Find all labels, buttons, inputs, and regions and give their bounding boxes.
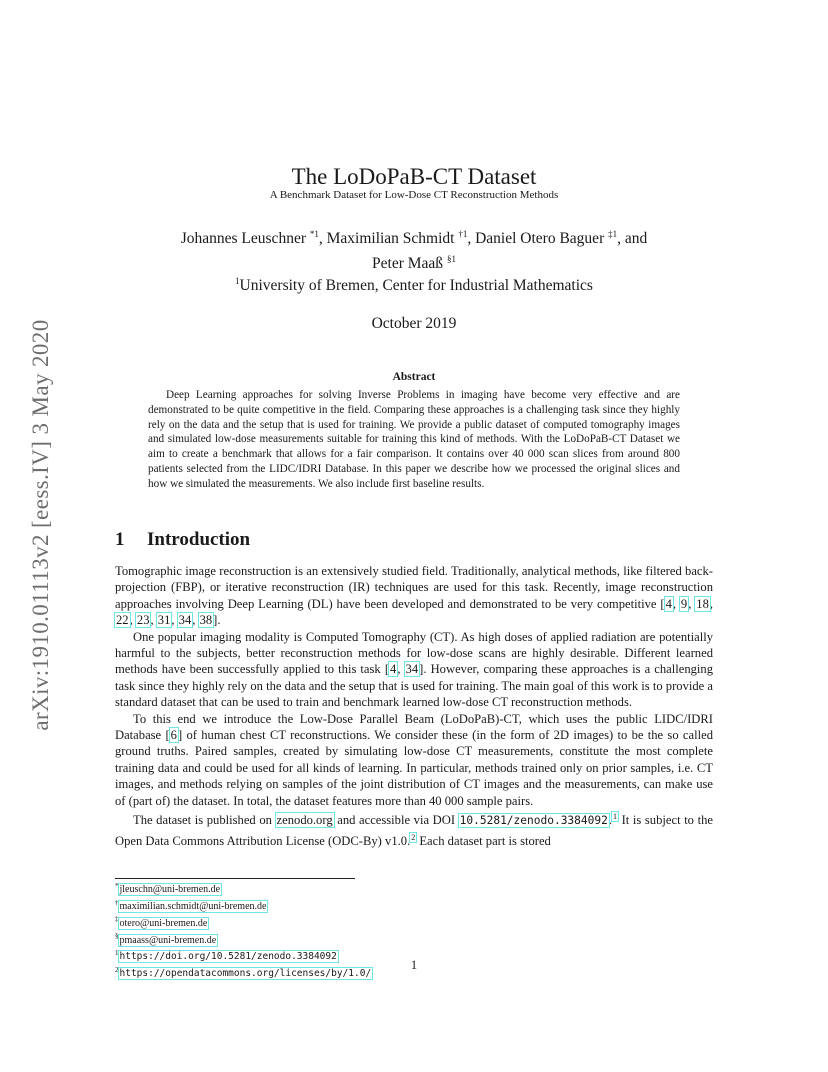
author-marks: §1 — [446, 254, 456, 265]
doi-link[interactable]: 10.5281/zenodo.3384092 — [459, 814, 608, 828]
footnote-ref[interactable]: 2 — [411, 832, 416, 842]
arxiv-identifier — [18, 285, 63, 765]
citation-link[interactable]: 23 — [136, 613, 150, 628]
paragraph: Tomographic image reconstruction is an extensively studied field. Traditionally, analytical methods, like filtered back-projection (FBP), or iterative reconstruction (IR) techniques are used for this task. Recently, image reconstruction approaches involving Deep Learning (DL) have been developed and demonstrated to be very competitive [4, 9, 18, 22, 23, 31, 34, 38]. — [115, 564, 714, 628]
paragraph-text: . — [217, 613, 221, 628]
author-name: Peter Maaß — [372, 255, 444, 273]
abstract-text: Deep Learning approaches for solving Inverse Problems in imaging have become very effective and are demonstrated to be quite competitive in the field. Comparing these approaches is a challenging task since they highly rely on the data and the setup that is used for training. We provide a public dataset of computed tomography images and simulated low-dose measurements suitable for training this kind of methods. With the LoDoPaB-CT Dataset we aim to create a benchmark that allows for a fair comparison. It contains over 40 000 scan slices from around 800 patients selected from the LIDC/IDRI Database. In this paper we describe how we processed the original slices and how we simulated the measurements. We also include first baseline results. — [148, 389, 680, 490]
paragraph-text: . However, comparing these approaches is a challenging task since they highly rely on the data and the setup that is used for training. The main goal of this work is to provide a standard dataset that can be used to train and benchmark learned low-dose CT reconstruction methods. — [115, 662, 714, 710]
author-marks: ‡1 — [608, 229, 618, 239]
footnote — [115, 930, 615, 947]
citation-link[interactable]: 22 — [116, 613, 129, 628]
author-separator: , — [318, 230, 327, 248]
author-separator: , and — [617, 230, 648, 248]
author-marks: †1 — [458, 229, 468, 239]
paragraph-text: It is subject to the Open Data Commons Attribution License (ODC-By) v1.0. — [115, 813, 713, 848]
footnote — [115, 897, 615, 914]
citation-link[interactable]: 4 — [390, 662, 397, 677]
email-link[interactable]: otero@uni-bremen.de — [119, 917, 208, 929]
author-separator: , — [467, 230, 476, 248]
footnote — [115, 880, 615, 897]
footnote-mark: § — [115, 932, 119, 941]
paragraph-text: The dataset is published on — [133, 813, 276, 828]
section-title: Introduction — [147, 529, 251, 550]
paper-title: The LoDoPaB-CT Dataset — [291, 164, 537, 189]
email-link[interactable]: pmaass@uni-bremen.de — [119, 934, 217, 946]
author-name: Johannes Leuschner — [180, 230, 306, 248]
footnote-mark: † — [115, 898, 119, 907]
footnote-ref[interactable]: 1 — [613, 812, 617, 822]
author-list — [0, 224, 828, 274]
email-link[interactable]: maximilian.schmidt@uni-bremen.de — [119, 901, 267, 913]
section-number: 1 — [115, 529, 125, 550]
paragraph: To this end we introduce the Low-Dose Parallel Beam (LoDoPaB)-CT, which uses the public LIDC/IDRI Database [6] of human chest CT reconstructions. We consider these (in the form of 2D images) to be the so called ground truths. Paired samples, created by simulating low-dose CT measurements, constitute the most complete training data and could be used for all kinds of learning. In particular, methods trained only on prior samples, i.e. CT images, and methods relying on samples of the joint distribution of CT images and the measurements, can make use of (part of) the dataset. In total, the dataset features more than 40 000 sample pairs. — [115, 711, 713, 808]
paragraph: One popular imaging modality is Computed Tomography (CT). As high doses of applied radiation are potentially harmful to the subjects, better reconstruction methods for low-dose scans are highly desirable. Different learned methods have been successfully applied to this task [4, 34]. However, comparing these approaches is a challenging task since they highly rely on the data and the setup that is used for training. The main goal of this work is to provide a standard dataset that can be used to train and benchmark learned low-dose CT reconstruction methods. — [115, 629, 714, 710]
footnote-divider — [115, 878, 355, 879]
citation-link[interactable]: 4 — [665, 596, 672, 611]
author-name: Maximilian Schmidt — [326, 230, 455, 248]
arxiv-identifier-text: arXiv:1910.01113v2 [eess.IV] 3 May 2020 — [27, 319, 53, 731]
url-link[interactable]: https://doi.org/10.5281/zenodo.3384092 — [119, 951, 337, 963]
citation-link[interactable]: 31 — [157, 613, 171, 628]
citation-link[interactable]: 9 — [680, 596, 688, 611]
paragraph-text: and accessible via DOI — [333, 813, 459, 828]
paragraph-text: Tomographic image reconstruction is an extensively studied field. Traditionally, analytical methods, like filtered back-projection (FBP), or iterative reconstruction (IR) techniques are used for this task. Recently, image reconstruction approaches involving Deep Learning (DL) have been developed and demonstrated to be very competitive — [115, 564, 713, 611]
paragraph-text: of human chest CT reconstructions. We consider these (in the form of 2D images) to be the so called ground truths. Paired samples, created by simulating low-dose CT measurements, constitute the most complete training data and could be used for all kinds of learning. In particular, methods trained only on prior samples, i.e. CT images, and methods relying on samples of the joint distribution of CT images and the measurements, can make use of (part of) the dataset. In total, the dataset features more than 40 000 sample pairs. — [115, 728, 713, 808]
footnote-mark: 2 — [115, 965, 119, 974]
citation-link[interactable]: 34 — [178, 613, 192, 628]
footnote — [115, 913, 615, 930]
footnote-mark: * — [115, 882, 119, 890]
affiliation-mark: 1 — [235, 276, 240, 286]
section-heading — [115, 529, 250, 551]
citation-link[interactable]: 18 — [696, 596, 709, 611]
affiliation-text: University of Bremen, Center for Industrial Mathematics — [239, 277, 593, 295]
paper-subtitle: A Benchmark Dataset for Low-Dose CT Reconstruction Methods — [269, 189, 559, 201]
footnote-mark: 1 — [115, 948, 119, 957]
affiliation — [0, 276, 828, 295]
citation-link[interactable]: 6 — [170, 728, 177, 743]
abstract-heading: Abstract — [392, 371, 436, 383]
page-number: 1 — [410, 958, 418, 972]
paragraph-text: One popular imaging modality is Computed Tomography (CT). As high doses of applied radiation are potentially harmful to the subjects, better reconstruction methods for low-dose scans are highly desirable. Different learned methods have been successfully applied to this task — [115, 629, 713, 677]
citation-link[interactable]: 38 — [199, 613, 213, 628]
paragraph-text: To this end we introduce the Low-Dose Parallel Beam (LoDoPaB)-CT, which uses the public LIDC/IDRI Database — [115, 711, 713, 743]
paper-date: October 2019 — [371, 315, 457, 332]
url-link[interactable]: https://opendatacommons.org/licenses/by/1.0/ — [119, 968, 372, 979]
author-name: Daniel Otero Baguer — [475, 230, 605, 248]
email-link[interactable]: jleuschn@uni-bremen.de — [119, 884, 221, 896]
footnote-mark: ‡ — [115, 915, 119, 924]
paragraph-text: Each dataset part is stored — [416, 833, 551, 848]
zenodo-link[interactable]: zenodo.org — [276, 813, 333, 828]
body-text — [115, 563, 713, 849]
paragraph: The dataset is published on zenodo.org and accessible via DOI 10.5281/zenodo.3384092.$^1$ It is subject to the Open Data Commons Attribution License (ODC-By) v1.0.$^2$ Each dataset part is stored — [115, 812, 713, 848]
author-marks: *1 — [309, 229, 319, 239]
citation-link[interactable]: 34 — [405, 662, 419, 677]
